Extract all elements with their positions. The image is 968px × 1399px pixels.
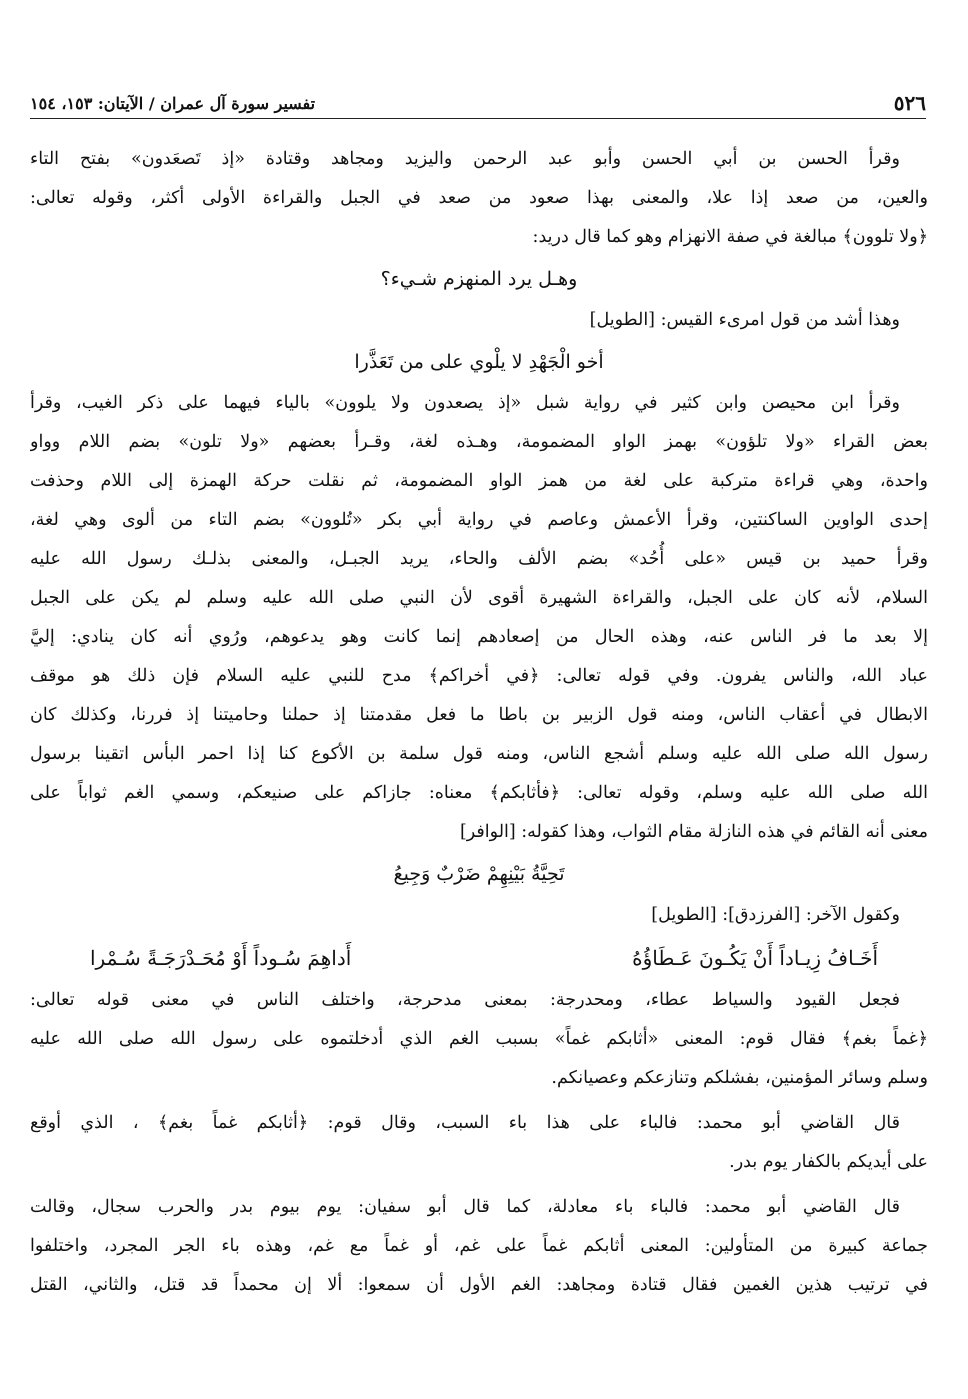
text-line: عباد الله، والناس يفرون. وفي قوله تعالى: ﴿في أخراكم﴾ مدح للنبي عليه السلام فإن ذلك هو موقف — [30, 666, 928, 686]
text-line: والعين، من صعد إذا علا، والمعنى بهذا صعود من صعد في الجبل والقراءة الأولى أكثر، وقوله تعالى: — [30, 188, 928, 208]
text-line: قال القاضي أبو محمد: فالباء باء معادلة، كما قال أبو سفيان: يوم بيوم بدر والحرب سجال، وقالت — [30, 1197, 900, 1217]
text-line: ﴿ولا تلوون﴾ مبالغة في صفة الانهزام وهو كما قال دريد: — [532, 227, 928, 247]
text-line: السلام، لأنه كان على الجبل، والقراءة الشهيرة أقوى لأن النبي صلى الله عليه وسلم لم يكن على الجبل — [30, 588, 928, 608]
text-line: وهذا أشد من قول امرىء القيس: [الطويل] — [589, 310, 900, 330]
text-line: في ترتيب هذين الغمين فقال قتادة ومجاهد: الغم الأول أن سمعوا: ألا إن محمداً قد قتل، والثاني، القتل — [30, 1275, 928, 1295]
text-line: وقرأ الحسن بن أبي الحسن وأبو عبد الرحمن واليزيد ومجاهد وقتادة «إذ تَصعَدون» بفتح التاء — [30, 149, 900, 169]
text-line: على أيديكم بالكفار يوم بدر. — [729, 1152, 928, 1172]
text-line: جماعة كبيرة من المتأولين: المعنى أثابكم غماً على غم، أو غماً مع غم، وهذه باء الجر المجرد، واختلفوا — [30, 1236, 928, 1256]
page-number: ٥٢٦ — [893, 91, 926, 115]
poetry-verse: أخو الْجَهْدِ لا يلْوي على من تَعَذَّرا — [354, 351, 604, 373]
text-line: الابطال في أعقاب الناس، ومنه قول الزبير بن باطا ما فعل مقدمتنا إذ حملنا وحاميتنا إذ فررنا، وكذلك كان — [30, 705, 928, 725]
text-line: قال القاضي أبو محمد: فالباء على هذا باء السبب، وقال قوم: ﴿أثابكم غماً بغم﴾ ، الذي أوقع — [30, 1113, 900, 1133]
text-line: وكقول الآخر: [الفرزدق]: [الطويل] — [651, 905, 900, 925]
poetry-couplet — [30, 935, 928, 981]
text-line: الله صلى الله عليه وسلم، وقوله تعالى: ﴿فأثابكم﴾ معناه: جازاكم على صنيعكم، وسمي الغم ثواباً على — [30, 783, 928, 803]
page-header — [30, 88, 926, 119]
verse-second-hemistich: أَداهِمَ سُـوداً أَوْ مُحَـدْرَجَـةً سُـمْرا — [90, 946, 352, 970]
text-line: واحدة، وهي قراءة متركبة على لغة من همز الواو المضمومة، ثم نقلت حركة الهمزة إلى اللام وحذفت — [30, 471, 928, 491]
verse-first-hemistich: أَخَـافُ زِيـاداً أَنْ يَكُـونَ عَـطَاؤُهُ — [632, 946, 878, 970]
text-line: إلا بعد ما فر الناس عنه، وهذه الحال من إصعادهم إنما كانت وهو يدعوهم، ورُوي أنه كان ينادي: إليَّ — [30, 627, 928, 647]
text-line: بعض القراء «ولا تلؤون» بهمز الواو المضمومة، وهـذه لغة، وقـرأ بعضهم «ولا تلون» بضم اللام وواو — [30, 432, 928, 452]
page-body — [30, 140, 928, 1305]
text-line: فجعل القيود والسياط عطاء، ومحدرجة: بمعنى مدحرجة، واختلف الناس في معنى قوله تعالى: — [30, 990, 900, 1010]
text-line: معنى أنه القائم في هذه النازلة مقام الثواب، وهذا كقوله: [الوافر] — [459, 822, 928, 842]
poetry-verse: وهـل يرد المنهزم شـيء؟ — [380, 268, 578, 290]
text-line: ﴿غماً بغم﴾ فقال قوم: المعنى «أثابكم غماً» بسبب الغم الذي أدخلتموه على رسول الله صلى الله عليه — [30, 1029, 928, 1049]
text-line: وسلم وسائر المؤمنين، بفشلكم وتنازعكم وعصيانكم. — [551, 1068, 928, 1088]
text-line: رسول الله صلى الله عليه وسلم أشجع الناس، ومنه قول سلمة بن الأكوع كنا إذا احمر البأس اتقينا برسول — [30, 744, 928, 764]
text-line: وقرأ حميد بن قيس «على أُحُد» بضم الألف والحاء، يريد الجبـل، والمعنى بذلـك رسول الله عليه — [30, 549, 928, 569]
text-line: إحدى الواوين الساكنتين، وقرأ الأعمش وعاصم في رواية أبي بكر «تُلوون» بضم التاء من ألوى وهي لغة، — [30, 510, 928, 530]
running-title: تفسير سورة آل عمران / الآيتان: ١٥٣، ١٥٤ — [30, 93, 316, 113]
text-line: وقرأ ابن محيصن وابن كثير في رواية شبل «إذ يصعدون ولا يلوون» بالياء فيهما على ذكر الغيب، وقرأ — [30, 393, 900, 413]
poetry-verse: تَحِيَّةُ بَيْنِهِمْ ضَرْبٌ وَجِيعُ — [393, 863, 565, 885]
